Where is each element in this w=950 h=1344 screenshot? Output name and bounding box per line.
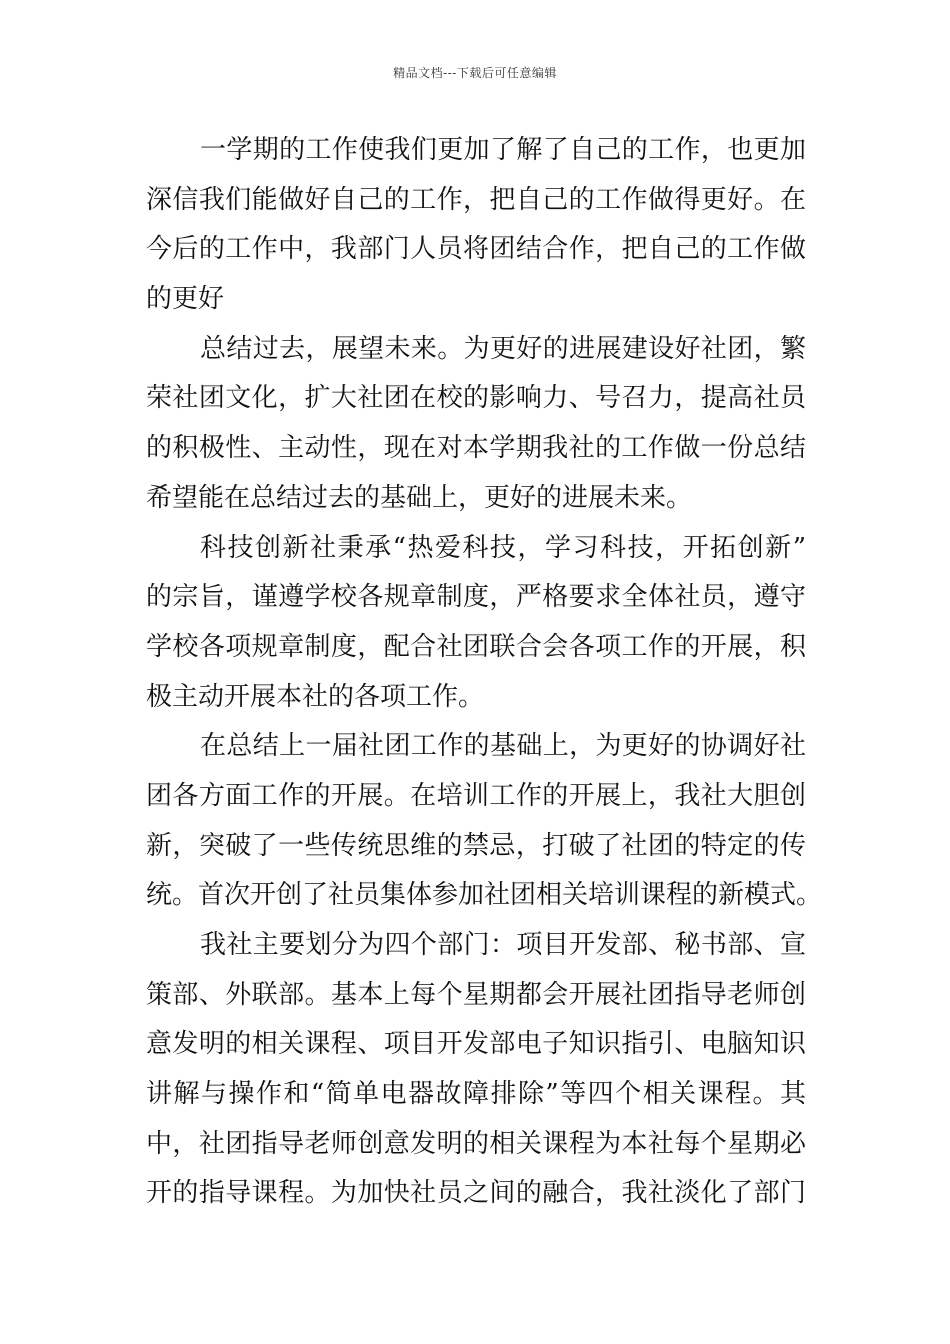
text-line: 的更好: [146, 284, 225, 315]
text-line: 我社主要划分为四个部门：项目开发部、秘书部、宣: [200, 930, 806, 960]
text-line: 统。首次开创了社员集体参加社团相关培训课程的新模式。: [146, 880, 823, 911]
text-line: 新，突破了一些传统思维的禁忌，打破了社团的特定的传: [146, 830, 806, 861]
text-line: 希望能在总结过去的基础上，更好的进展未来。: [146, 482, 693, 513]
text-line: 学校各项规章制度，配合社团联合会各项工作的开展，积: [146, 631, 806, 662]
text-line: 的积极性、主动性，现在对本学期我社的工作做一份总结: [146, 433, 806, 464]
document-body: [146, 126, 823, 1219]
paragraph: [146, 921, 806, 1219]
text-line: 意发明的相关课程、项目开发部电子知识指引、电脑知识: [146, 1029, 806, 1060]
text-line: 的宗旨，谨遵学校各规章制度，严格要求全体社员，遵守: [146, 582, 806, 613]
text-line: 荣社团文化，扩大社团在校的影响力、号召力，提高社员: [146, 383, 806, 414]
paragraph: [146, 524, 806, 723]
text-line: 策部、外联部。基本上每个星期都会开展社团指导老师创: [146, 979, 806, 1010]
text-line: 极主动开展本社的各项工作。: [146, 681, 485, 712]
paragraph: [146, 325, 806, 524]
text-line: 中，社团指导老师创意发明的相关课程为本社每个星期必: [146, 1128, 806, 1159]
text-line: 讲解与操作和“简单电器故障排除”等四个相关课程。其: [146, 1079, 806, 1110]
text-line: 开的指导课程。为加快社员之间的融合，我社淡化了部门: [146, 1178, 806, 1209]
page-header: 精品文档---下载后可任意编辑: [393, 66, 557, 80]
text-line: 总结过去，展望未来。为更好的进展建设好社团，繁: [200, 333, 806, 364]
text-line: 在总结上一届社团工作的基础上，为更好的协调好社: [200, 731, 806, 762]
text-line: 科技创新社秉承“热爱科技，学习科技，开拓创新”: [200, 532, 806, 563]
text-line: 一学期的工作使我们更加了解了自己的工作，也更加: [200, 135, 806, 165]
paragraph: [146, 126, 806, 325]
text-line: 团各方面工作的开展。在培训工作的开展上，我社大胆创: [146, 780, 806, 811]
text-line: 深信我们能做好自己的工作，把自己的工作做得更好。在: [146, 184, 806, 215]
paragraph: [146, 722, 823, 921]
text-line: 今后的工作中，我部门人员将团结合作，把自己的工作做: [146, 234, 806, 265]
